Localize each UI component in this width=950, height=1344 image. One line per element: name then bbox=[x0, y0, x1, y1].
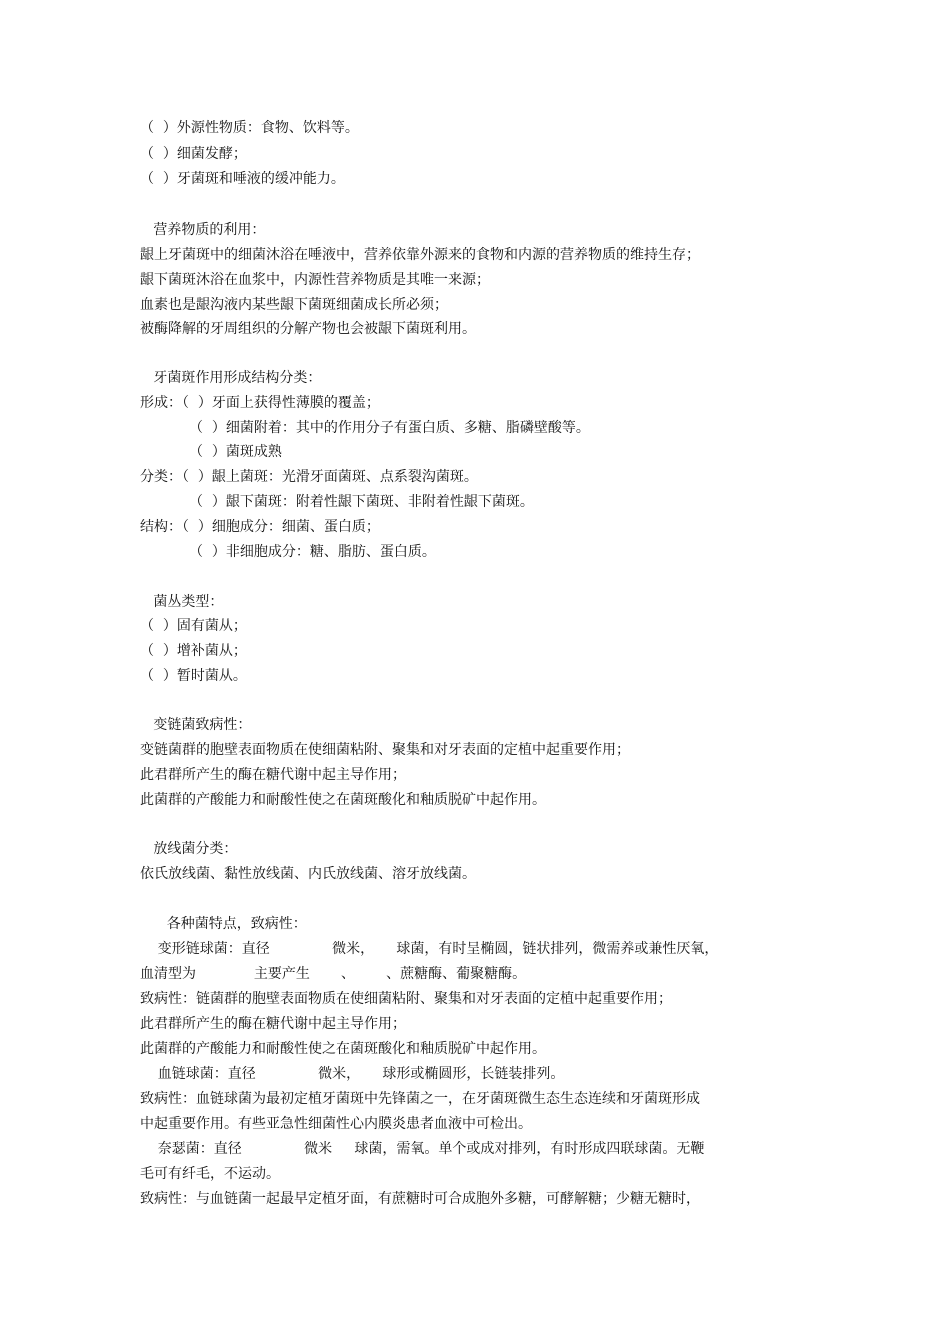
paragraph-line: 此君群所产生的酶在糖代谢中起主导作用； bbox=[140, 767, 406, 783]
paragraph-line: 此菌群的产酸能力和耐酸性使之在菌斑酸化和釉质脱矿中起作用。 bbox=[140, 792, 546, 808]
section-heading: 营养物质的利用： bbox=[140, 222, 266, 238]
list-item: （ ）增补菌从； bbox=[140, 643, 247, 659]
section-heading: 放线菌分类： bbox=[140, 841, 238, 857]
paragraph-line: 变形链球菌：直径 微米， 球菌，有时呈椭圆，链状排列，微需养或兼性厌氧， bbox=[140, 941, 719, 957]
list-item: （ ）细菌发酵； bbox=[140, 146, 247, 162]
list-item: （ ）菌斑成熟 bbox=[140, 444, 282, 460]
section-heading: 菌丛类型： bbox=[140, 594, 224, 610]
list-item: （ ）牙菌斑和唾液的缓冲能力。 bbox=[140, 171, 345, 187]
paragraph-line: 龈下菌斑沐浴在血浆中，内源性营养物质是其唯一来源； bbox=[140, 272, 490, 288]
paragraph-line: 此菌群的产酸能力和耐酸性使之在菌斑酸化和釉质脱矿中起作用。 bbox=[140, 1041, 546, 1057]
paragraph-line: 依氏放线菌、黏性放线菌、内氏放线菌、溶牙放线菌。 bbox=[140, 866, 476, 882]
list-item: （ ）外源性物质：食物、饮料等。 bbox=[140, 120, 359, 136]
list-item: （ ）暂时菌从。 bbox=[140, 668, 247, 684]
paragraph-line: 变链菌群的胞壁表面物质在使细菌粘附、聚集和对牙表面的定植中起重要作用； bbox=[140, 742, 630, 758]
section-heading: 牙菌斑作用形成结构分类： bbox=[140, 370, 322, 386]
paragraph-line: 血链球菌：直径 微米， 球形或椭圆形，长链装排列。 bbox=[140, 1066, 565, 1082]
section-heading: 变链菌致病性： bbox=[140, 717, 252, 733]
list-item: 形成：（ ）牙面上获得性薄膜的覆盖； bbox=[140, 395, 380, 411]
list-item: 分类：（ ）龈上菌斑：光滑牙面菌斑、点系裂沟菌斑。 bbox=[140, 469, 478, 485]
list-item: 结构：（ ）细胞成分：细菌、蛋白质； bbox=[140, 519, 380, 535]
paragraph-line: 血素也是龈沟液内某些龈下菌斑细菌成长所必须； bbox=[140, 297, 448, 313]
paragraph-line: 中起重要作用。有些亚急性细菌性心内膜炎患者血液中可检出。 bbox=[140, 1116, 532, 1132]
paragraph-line: 致病性：链菌群的胞壁表面物质在使细菌粘附、聚集和对牙表面的定植中起重要作用； bbox=[140, 991, 672, 1007]
paragraph-line: 血清型为 主要产生 、 、蔗糖酶、葡聚糖酶。 bbox=[140, 966, 527, 982]
list-item: （ ）细菌附着：其中的作用分子有蛋白质、多糖、脂磷壁酸等。 bbox=[140, 420, 590, 436]
paragraph-line: 此君群所产生的酶在糖代谢中起主导作用； bbox=[140, 1016, 406, 1032]
list-item: （ ）龈下菌斑：附着性龈下菌斑、非附着性龈下菌斑。 bbox=[140, 494, 534, 510]
paragraph-line: 致病性：血链球菌为最初定植牙菌斑中先锋菌之一，在牙菌斑微生态生态连续和牙菌斑形成 bbox=[140, 1091, 700, 1107]
list-item: （ ）固有菌从； bbox=[140, 618, 247, 634]
paragraph-line: 被酶降解的牙周组织的分解产物也会被龈下菌斑利用。 bbox=[140, 321, 476, 337]
paragraph-line: 致病性：与血链菌一起最早定植牙面，有蔗糖时可合成胞外多糖，可酵解糖；少糖无糖时， bbox=[140, 1191, 700, 1207]
paragraph-line: 龈上牙菌斑中的细菌沐浴在唾液中，营养依靠外源来的食物和内源的营养物质的维持生存； bbox=[140, 247, 700, 263]
paragraph-line: 奈瑟菌：直径 微米 球菌，需氧。单个或成对排列，有时形成四联球菌。无鞭 bbox=[140, 1141, 705, 1157]
section-heading: 各种菌特点，致病性： bbox=[140, 916, 307, 932]
paragraph-line: 毛可有纤毛，不运动。 bbox=[140, 1166, 280, 1182]
list-item: （ ）非细胞成分：糖、脂肪、蛋白质。 bbox=[140, 544, 436, 560]
